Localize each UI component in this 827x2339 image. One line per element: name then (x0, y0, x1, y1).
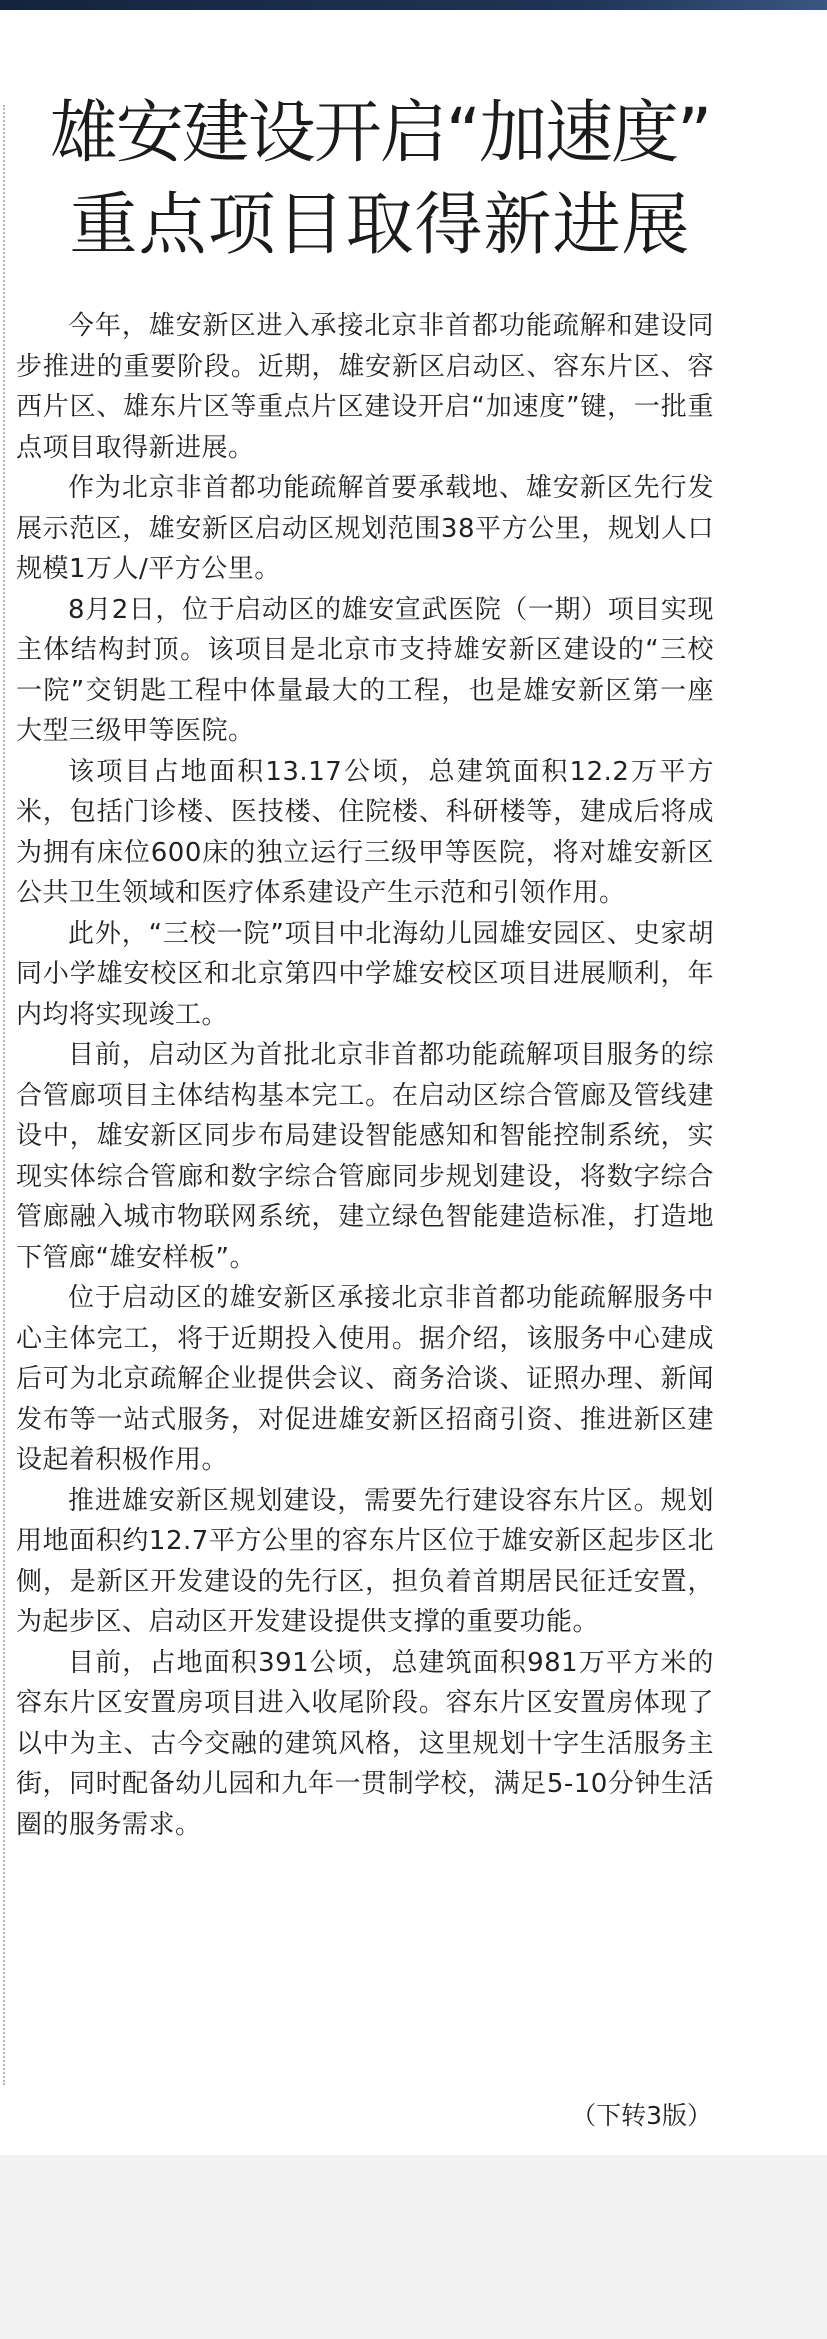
paragraph-4: 该项目占地面积13.17公顷，总建筑面积12.2万平方米，包括门诊楼、医技楼、住院楼、科研楼等，建成后将成为拥有床位600床的独立运行三级甲等医院，将对雄安新区公共卫生领域和医疗体系建设产生示范和引领作用。 (16, 756, 714, 908)
paragraph-3: 8月2日，位于启动区的雄安宣武医院（一期）项目实现主体结构封顶。该项目是北京市支持雄安新区建设的“三校一院”交钥匙工程中体量最大的工程，也是雄安新区第一座大型三级甲等医院。 (16, 594, 714, 746)
top-color-bar (0, 0, 827, 10)
left-dotted-rule (3, 105, 5, 2085)
paragraph-2: 作为北京非首都功能疏解首要承载地、雄安新区先行发展示范区，雄安新区启动区规划范围38平方公里，规划人口规模1万人/平方公里。 (16, 473, 714, 584)
headline (0, 88, 760, 272)
paragraph-5: 此外，“三校一院”项目中北海幼儿园雄安园区、史家胡同小学雄安校区和北京第四中学雄安校区项目进展顺利，年内均将实现竣工。 (16, 918, 714, 1030)
paragraph-9: 目前，占地面积391公顷，总建筑面积981万平方米的容东片区安置房项目进入收尾阶段。容东片区安置房体现了以中为主、古今交融的建筑风格，这里规划十字生活服务主街，同时配备幼儿园和九年一贯制学校，满足5-10分钟生活圈的服务需求。 (16, 1647, 714, 1840)
paragraph-7: 位于启动区的雄安新区承接北京非首都功能疏解服务中心主体完工，将于近期投入使用。据介绍，该服务中心建成后可为北京疏解企业提供会议、商务洽谈、证照办理、新闻发布等一站式服务，对促进雄安新区招商引资、推进新区建设起着积极作用。 (16, 1283, 714, 1475)
headline-line-1: 雄安建设开启“加速度” (49, 94, 711, 173)
continuation-note: （下转3版） (571, 2101, 712, 2130)
paragraph-1: 今年，雄安新区进入承接北京非首都功能疏解和建设同步推进的重要阶段。近期，雄安新区启动区、容东片区、容西片区、雄东片区等重点片区建设开启“加速度”键，一批重点项目取得新进展。 (16, 311, 714, 463)
paragraph-8: 推进雄安新区规划建设，需要先行建设容东片区。规划用地面积约12.7平方公里的容东片区位于雄安新区起步区北侧，是新区开发建设的先行区，担负着首期居民征迁安置，为起步区、启动区开发建设提供支撑的重要功能。 (16, 1485, 714, 1637)
paragraph-6: 目前，启动区为首批北京非首都功能疏解项目服务的综合管廊项目主体结构基本完工。在启动区综合管廊及管线建设中，雄安新区同步布局建设智能感知和智能控制系统，实现实体综合管廊和数字综合管廊同步规划建设，将数字综合管廊融入城市物联网系统，建立绿色智能建造标准，打造地下管廊“雄安样板”。 (16, 1040, 714, 1273)
headline-line-2: 重点项目取得新进展 (69, 186, 691, 265)
newspaper-page (0, 10, 827, 2155)
article-body (16, 306, 714, 1845)
